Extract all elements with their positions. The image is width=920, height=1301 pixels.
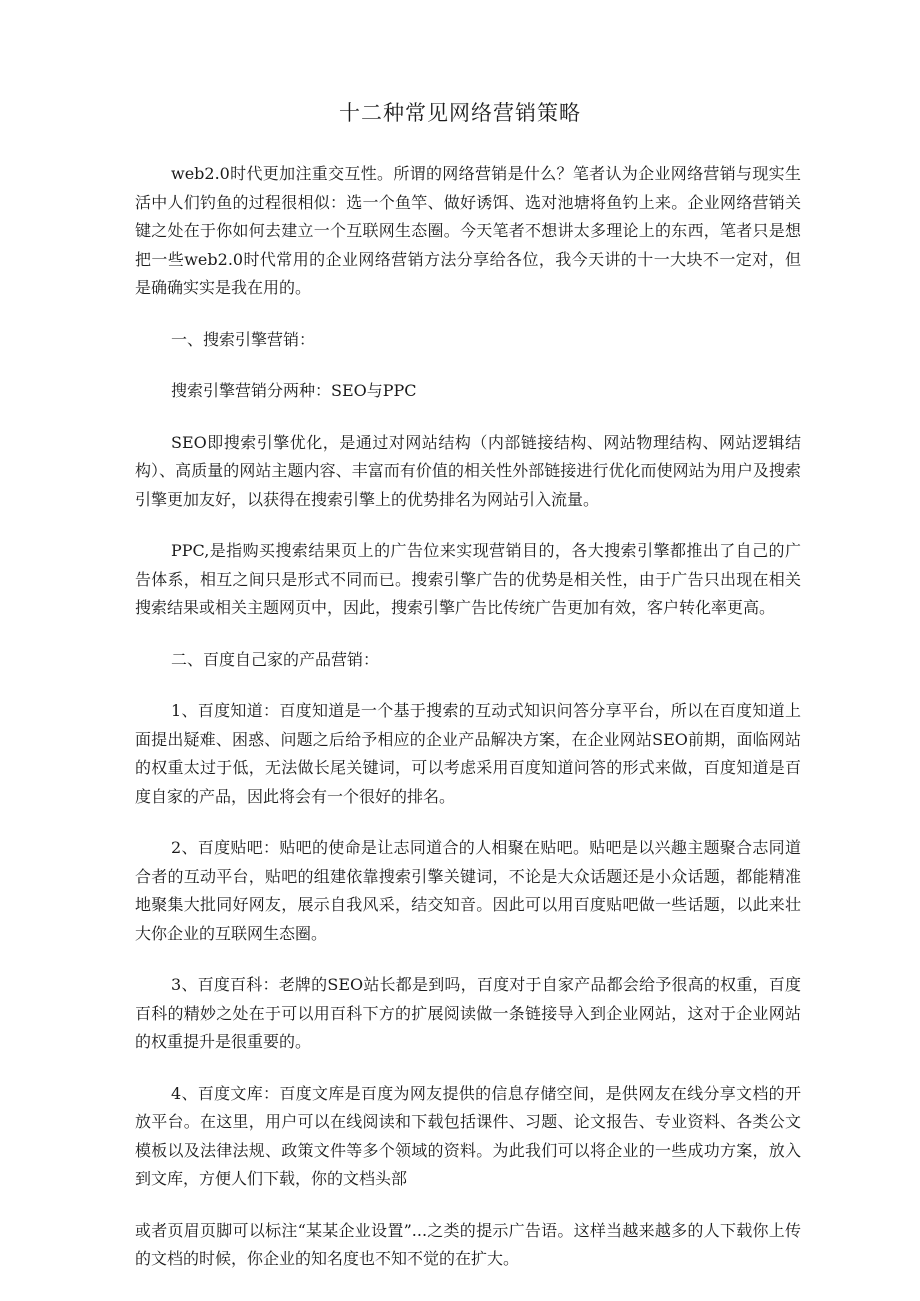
- paragraph-seo-ppc: 搜索引擎营销分两种：SEO与PPC: [171, 381, 417, 400]
- section-heading-baidu-products: 二、百度自己家的产品营销：: [171, 649, 380, 669]
- paragraph-wenku-continued: 或者页眉页脚可以标注“某某企业设置”...之类的提示广告语。这样当越来越多的人下载你上传的文档的时候，你企业的知名度也不知不觉的在扩大。: [135, 1220, 801, 1268]
- document-body: [135, 160, 801, 1297]
- paragraph-intro: web2.0时代更加注重交互性。所谓的网络营销是什么？笔者认为企业网络营销与现实生活中人们钓鱼的过程很相似：选一个鱼竿、做好诱饵、选对池塘将鱼钓上来。企业网络营销关键之处在于你如何去建立一个互联网生态圈。今天笔者不想讲太多理论上的东西，笔者只是想把一些web2.0时代常用的企业网络营销方法分享给各位，我今天讲的十一大块不一定对，但是确确实实是我在用的。: [135, 164, 801, 297]
- paragraph-baidu-wenku: 4、百度文库：百度文库是百度为网友提供的信息存储空间，是供网友在线分享文档的开放平台。在这里，用户可以在线阅读和下载包括课件、习题、论文报告、专业资料、各类公文模板以及法律法规、政策文件等多个领域的资料。为此我们可以将企业的一些成功方案，放入到文库，方便人们下载，你的文档头部: [135, 1083, 801, 1188]
- paragraph-baidu-zhidao: 1、百度知道：百度知道是一个基于搜索的互动式知识问答分享平台，所以在百度知道上面提出疑难、困惑、问题之后给予相应的企业产品解决方案，在企业网站SEO前期，面临网站的权重太过于低，无法做长尾关键词，可以考虑采用百度知道问答的形式来做，百度知道是百度自家的产品，因此将会有一个很好的排名。: [135, 701, 801, 806]
- page-title: 十二种常见网络营销策略: [339, 101, 581, 125]
- paragraph-baidu-baike: 3、百度百科：老牌的SEO站长都是到吗，百度对于自家产品都会给予很高的权重，百度百科的精妙之处在于可以用百科下方的扩展阅读做一条链接导入到企业网站，这对于企业网站的权重提升是很重要的。: [135, 975, 801, 1051]
- paragraph-baidu-tieba: 2、百度贴吧：贴吧的使命是让志同道合的人相聚在贴吧。贴吧是以兴趣主题聚合志同道合者的互动平台，贴吧的组建依靠搜索引擎关键词，不论是大众话题还是小众话题，都能精准地聚集大批同好网友，展示自我风采，结交知音。因此可以用百度贴吧做一些话题，以此来壮大你企业的互联网生态圈。: [135, 838, 801, 943]
- section-heading-search-engine-marketing: 一、搜索引擎营销：: [171, 329, 316, 349]
- paragraph-ppc: PPC,是指购买搜索结果页上的广告位来实现营销目的，各大搜索引擎都推出了自己的广告体系，相互之间只是形式不同而已。搜索引擎广告的优势是相关性，由于广告只出现在相关搜索结果或相关主题网页中，因此，搜索引擎广告比传统广告更加有效，客户转化率更高。: [135, 541, 801, 617]
- paragraph-seo: SEO即搜索引擎优化，是通过对网站结构（内部链接结构、网站物理结构、网站逻辑结构）、高质量的网站主题内容、丰富而有价值的相关性外部链接进行优化而使网站为用户及搜索引擎更加友好，以获得在搜索引擎上的优势排名为网站引入流量。: [135, 432, 801, 509]
